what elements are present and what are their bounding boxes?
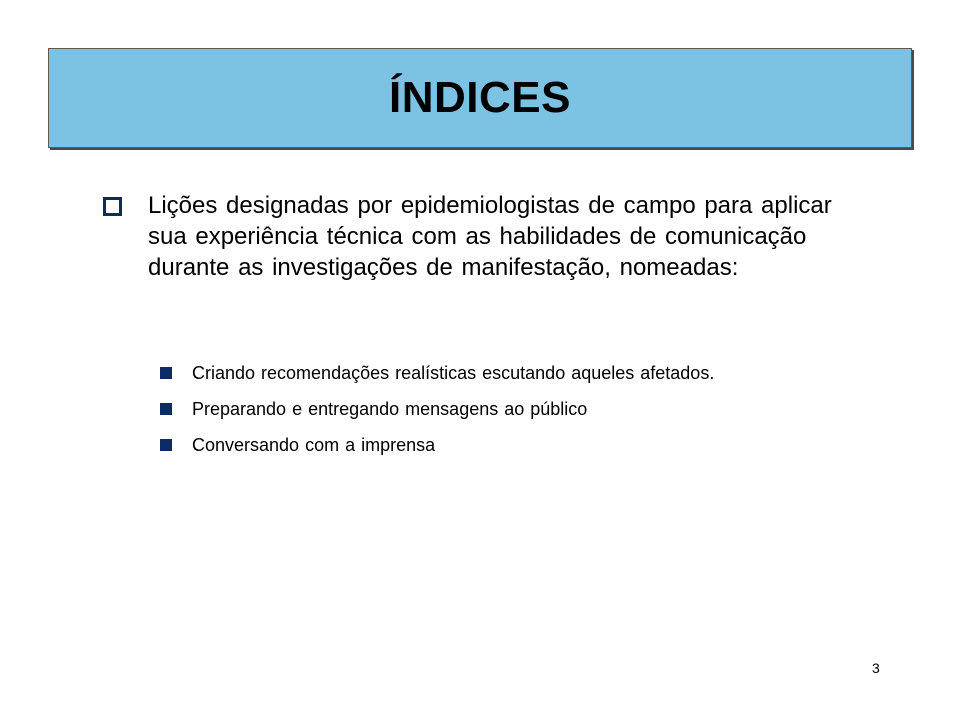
sub-bullet-text: Preparando e entregando mensagens ao público	[192, 399, 588, 419]
sub-bullet-item	[160, 358, 860, 389]
slide-title-box	[48, 48, 912, 148]
sub-bullet-item	[160, 430, 860, 461]
hollow-square-bullet-icon	[103, 197, 122, 216]
page-number: 3	[872, 660, 880, 676]
filled-square-bullet-icon	[160, 439, 172, 451]
main-bullet-text: Lições designadas por epidemiologistas de campo para aplicar sua experiência técnica com as habilidades de comunicação durante as investigações de manifestação, nomeadas:	[148, 192, 832, 281]
filled-square-bullet-icon	[160, 367, 172, 379]
sub-bullet-text: Criando recomendações realísticas escutando aqueles afetados.	[192, 363, 715, 383]
sub-bullet-list	[160, 358, 860, 466]
sub-bullet-text: Conversando com a imprensa	[192, 435, 436, 455]
sub-bullet-item	[160, 394, 860, 425]
main-bullet-point	[100, 190, 860, 283]
filled-square-bullet-icon	[160, 403, 172, 415]
slide-title: ÍNDICES	[389, 73, 571, 122]
